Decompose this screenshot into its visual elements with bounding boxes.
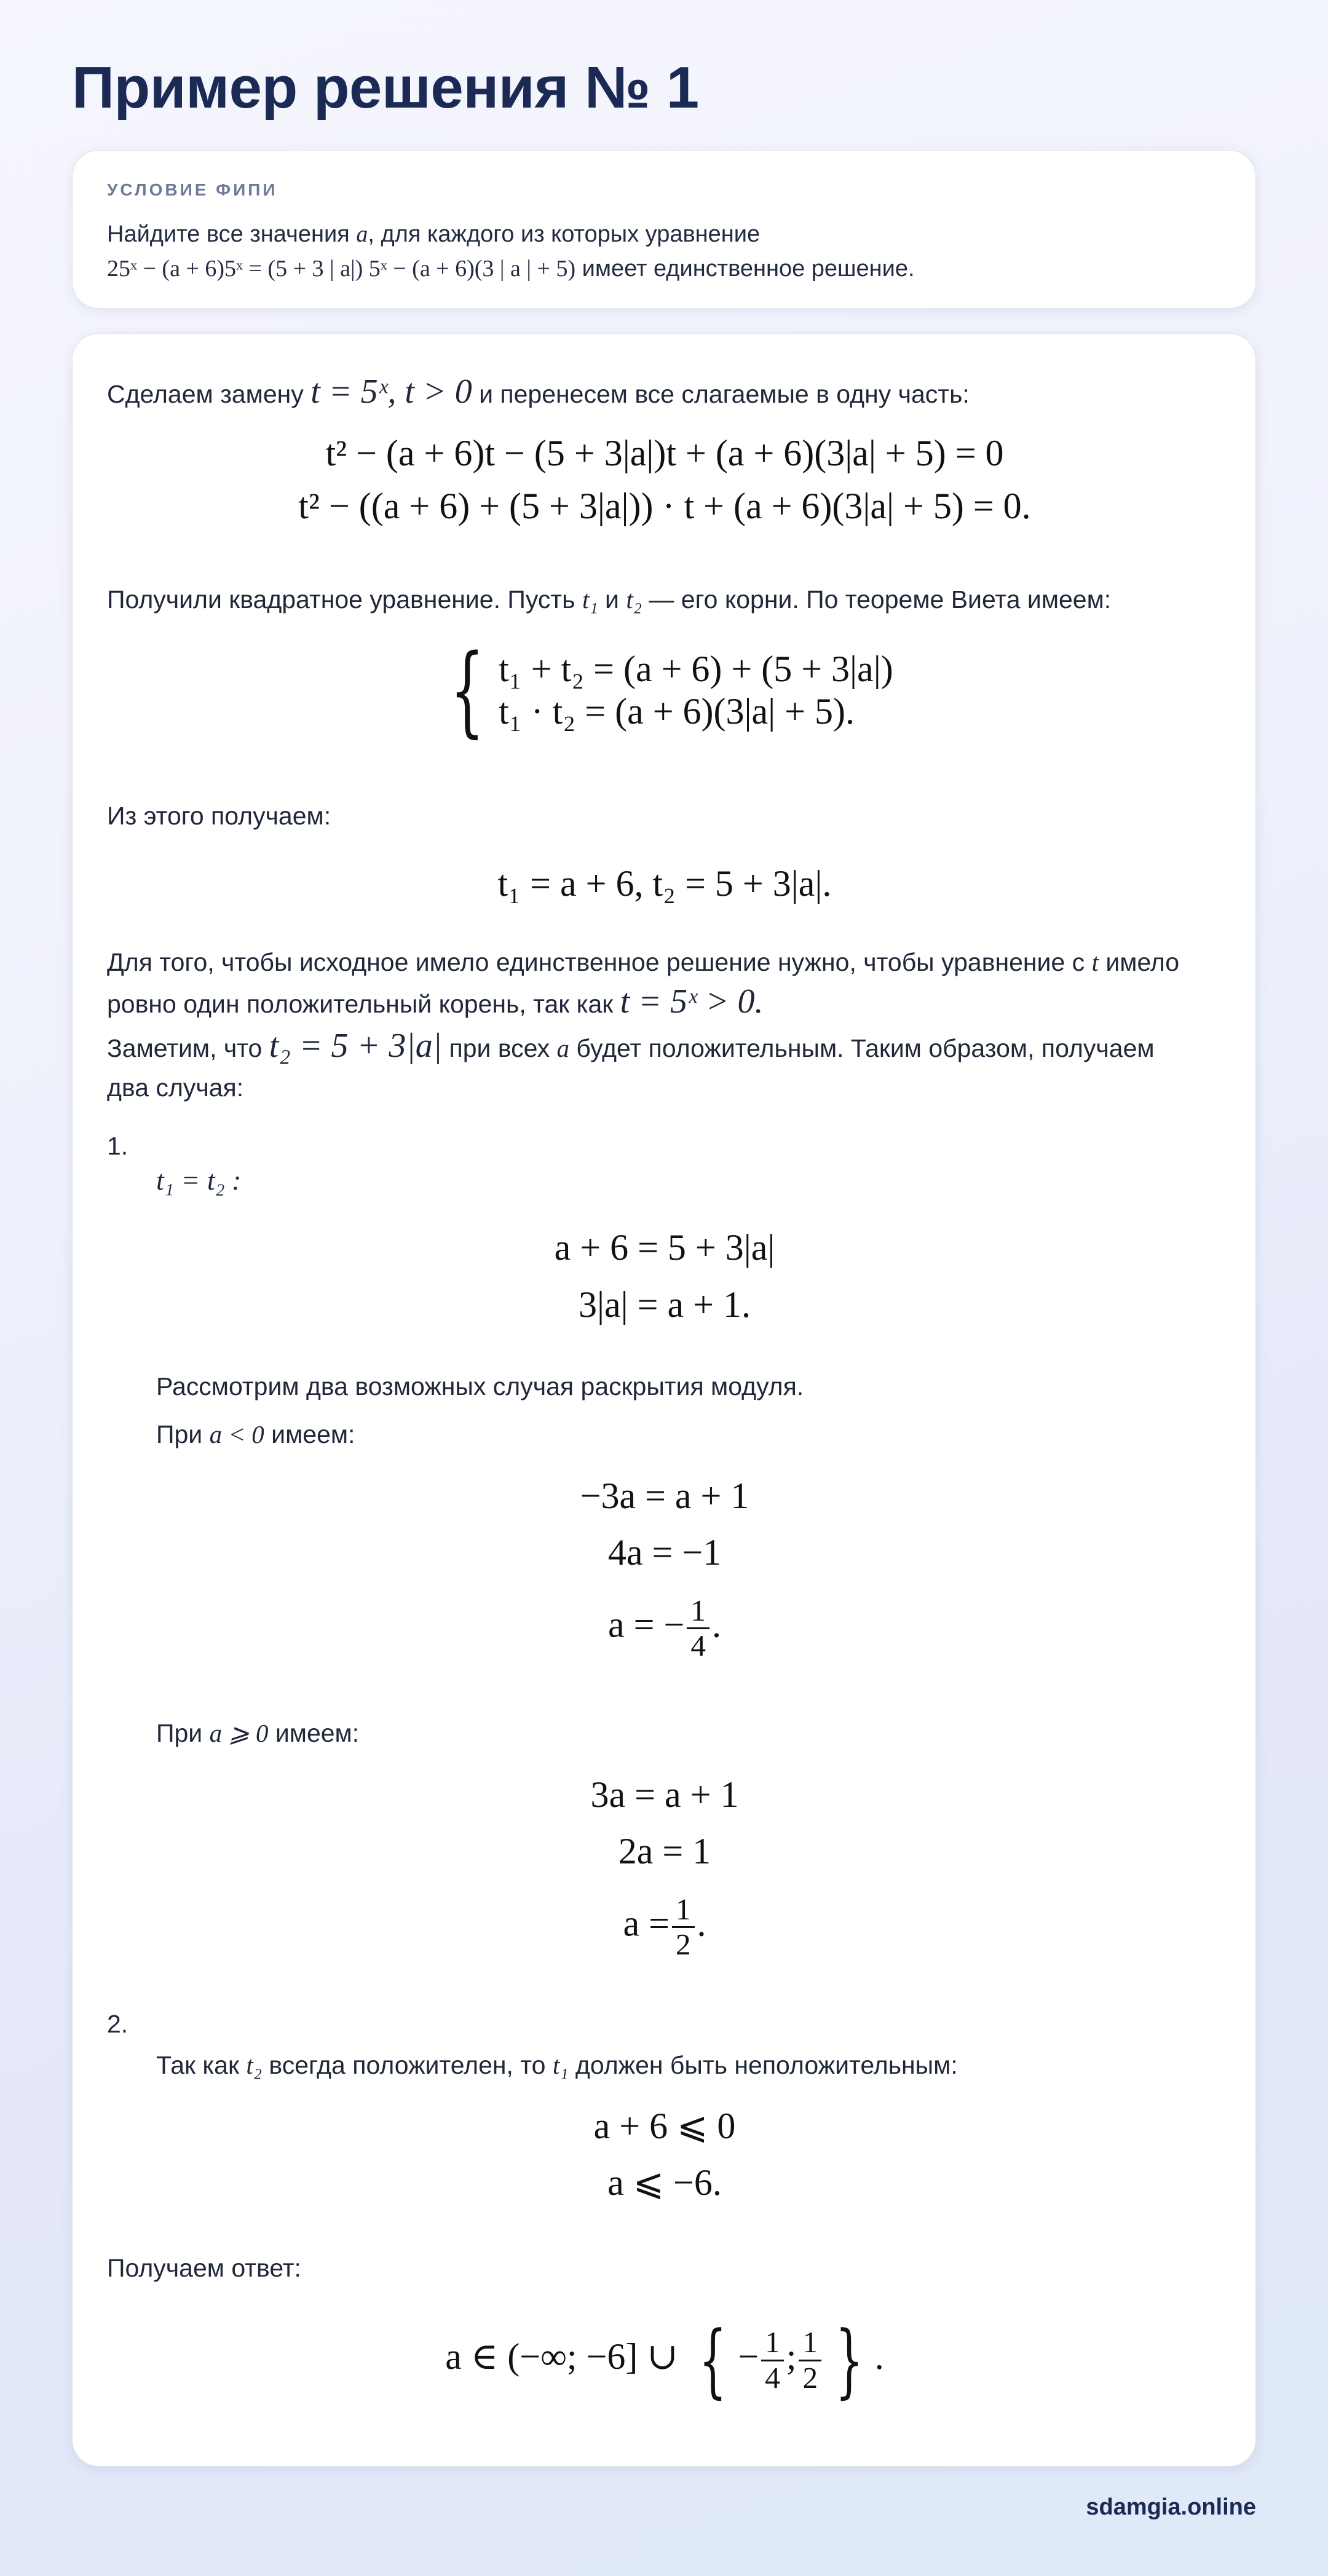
text: и (605, 585, 619, 614)
text: Заметим, что (107, 1034, 263, 1062)
equation: t² − ((a + 6) + (5 + 3|a|)) · t + (a + 6)(3|a| + 5) = 0. (298, 486, 1031, 526)
inline-math: t (1091, 948, 1099, 976)
condition-text-part: , для каждого из которых уравнение (368, 221, 761, 247)
text: Для того, чтобы исходное имело единственное решение нужно, чтобы уравнение с (107, 948, 1085, 976)
equation: 3|a| = a + 1. (579, 1284, 751, 1325)
solution-paragraph (107, 1026, 1220, 1107)
text: два случая: (107, 1073, 244, 1102)
denominator: 2 (802, 2360, 818, 2395)
condition-card (72, 150, 1256, 309)
text: . (874, 2336, 884, 2377)
equation: a + 6 ⩽ 0 (593, 2106, 736, 2146)
inline-math: a (556, 1034, 569, 1062)
fraction (687, 1594, 709, 1662)
text: a ∈ (−∞; −6] ∪ (445, 2336, 678, 2377)
solution-paragraph (107, 372, 970, 414)
system-line: t₁ · t₂ = (a + 6)(3|a| + 5). (499, 691, 855, 732)
inline-math: t₂ (626, 585, 642, 614)
inline-math: t₂ (246, 2051, 262, 2079)
numerator: 1 (761, 2326, 784, 2361)
solution-paragraph: Получаем ответ: (107, 2254, 301, 2282)
equation: t² − (a + 6)t − (5 + 3|a|)t + (a + 6)(3|a| + 5) = 0 (325, 433, 1004, 473)
text: Сделаем замену (107, 380, 304, 408)
inline-math: t = 5ˣ > 0. (620, 982, 764, 1021)
text: . (711, 1604, 721, 1645)
left-brace-icon: { (698, 2313, 727, 2407)
solution-paragraph (156, 1713, 359, 1753)
solution-paragraph (107, 580, 1111, 619)
site-footer: sdamgia.online (1086, 2494, 1256, 2520)
text: . (697, 1903, 706, 1944)
solution-paragraph (156, 2045, 958, 2085)
text: a = − (608, 1604, 685, 1645)
solution-paragraph: Рассмотрим два возможных случая раскрытия модуля. (156, 1372, 804, 1401)
vieta-system (73, 633, 1257, 748)
equation-fraction (73, 1594, 1257, 1662)
equation: t₁ = a + 6, t₂ = 5 + 3|a|. (497, 863, 832, 904)
text: При (156, 1719, 203, 1747)
page-title: Пример решения № 1 (72, 55, 699, 121)
denominator: 2 (675, 1927, 691, 1962)
inline-math: t₂ = 5 + 3|a| (269, 1027, 443, 1065)
text: всегда положителен, то (269, 2051, 546, 2079)
text: и перенесем все слагаемые в одну часть: (479, 380, 970, 408)
text: имеем: (271, 1420, 355, 1448)
text: при всех (449, 1034, 550, 1062)
case-heading: t₁ = t₂ : (156, 1164, 242, 1196)
inline-math: t₁ (552, 2051, 569, 2079)
answer-equation: a ∈ (−∞; −6] ∪ { − $\frac{1}{4}$ ; $\frac{1}{2}$ } . (445, 2313, 884, 2407)
text: должен быть неположительным: (575, 2051, 958, 2079)
fraction (761, 2326, 784, 2394)
text: будет положительным. Таким образом, получаем (576, 1034, 1155, 1062)
case-number: 1. (107, 1132, 128, 1160)
equation: 4a = −1 (607, 1532, 722, 1573)
fraction (799, 2326, 821, 2394)
solution-paragraph (156, 1415, 355, 1454)
case-number: 2. (107, 2010, 128, 2038)
inline-math: a < 0 (209, 1420, 264, 1448)
equation: −3a = a + 1 (580, 1476, 749, 1516)
condition-text (107, 217, 1221, 286)
text: ровно один положительный корень, так как (107, 990, 614, 1018)
equation-fraction (73, 1893, 1257, 1961)
numerator: 1 (672, 1893, 695, 1928)
text: При (156, 1420, 203, 1448)
numerator: 1 (687, 1594, 709, 1629)
equation: 3a = a + 1 (590, 1774, 739, 1815)
text: Получили квадратное уравнение. Пусть (107, 585, 575, 614)
denominator: 4 (765, 2360, 780, 2395)
text: Так как (156, 2051, 239, 2079)
solution-paragraph (107, 942, 1220, 1024)
text: a = (623, 1903, 670, 1944)
inline-math: t = 5ˣ, t > 0 (310, 373, 472, 411)
condition-text-part: имеет единственное решение. (582, 256, 915, 282)
system-line: t₁ + t₂ = (a + 6) + (5 + 3|a|) (499, 649, 893, 689)
text: — его корни. По теореме Виета имеем: (649, 585, 1112, 614)
inline-math: a ⩾ 0 (209, 1719, 269, 1747)
condition-equation: 25ˣ − (a + 6)5ˣ = (5 + 3 | a|) 5ˣ − (a + 6)(3 | a | + 5) (107, 256, 576, 282)
text: имело (1105, 948, 1180, 976)
condition-text-part: Найдите все значения (107, 221, 350, 247)
fraction (672, 1893, 695, 1961)
equation: 2a = 1 (618, 1831, 711, 1871)
numerator: 1 (799, 2326, 821, 2361)
solution-paragraph: Из этого получаем: (107, 802, 331, 830)
condition-label: УСЛОВИЕ ФИПИ (107, 180, 278, 199)
equation: a ⩽ −6. (607, 2162, 722, 2203)
solution-card (72, 333, 1256, 2467)
right-brace-icon: } (835, 2313, 864, 2407)
text: имеем: (275, 1719, 360, 1747)
inline-math: t₁ (582, 585, 598, 614)
equation: a + 6 = 5 + 3|a| (554, 1227, 775, 1268)
denominator: 4 (690, 1629, 706, 1663)
condition-var: a (356, 221, 368, 247)
brace-icon: { (450, 633, 485, 748)
